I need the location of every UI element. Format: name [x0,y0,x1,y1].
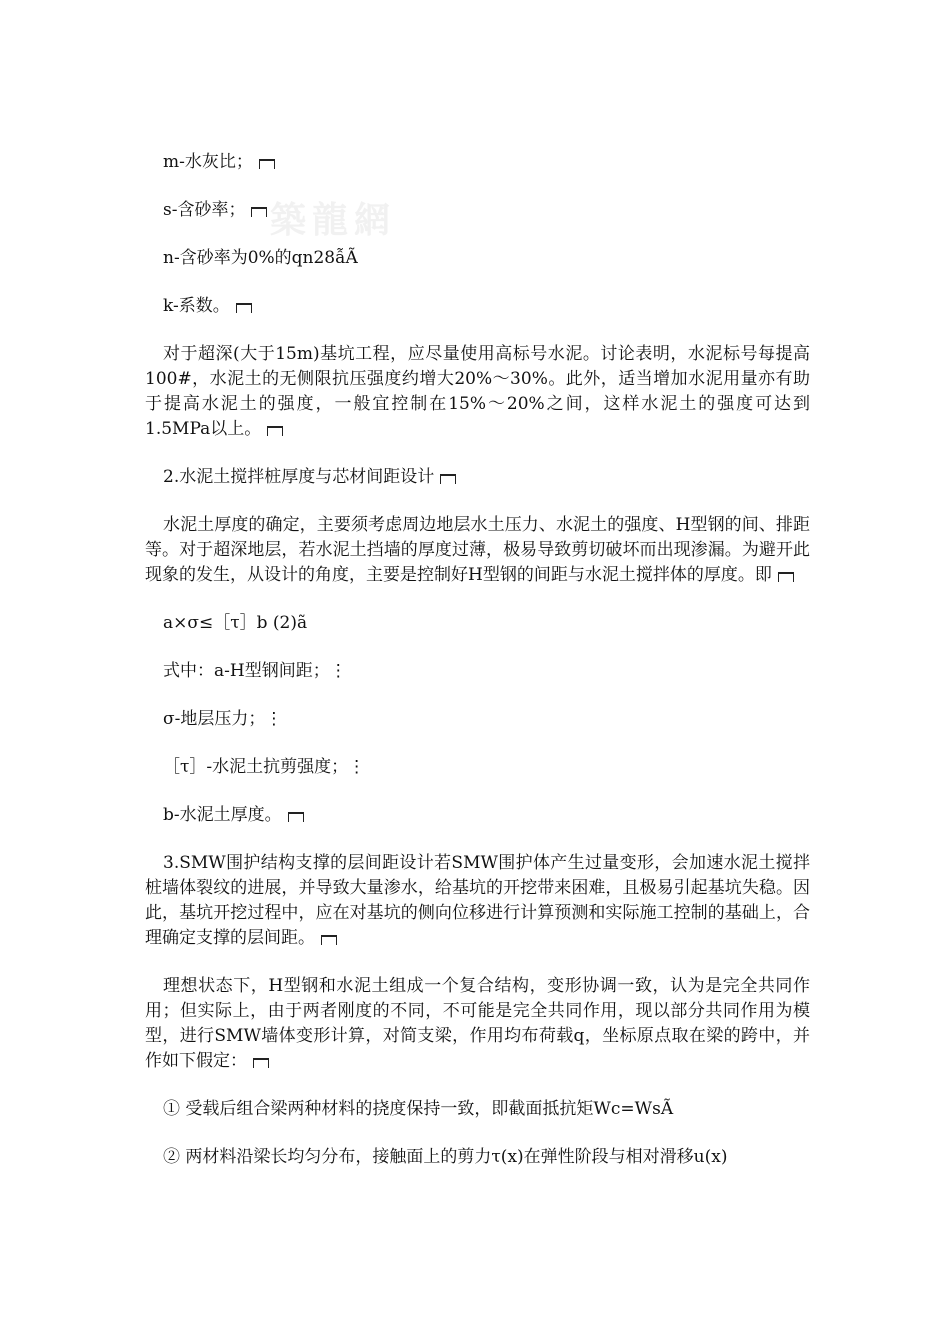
paragraph-b-definition [145,803,810,828]
paragraph-text: 3.SMW围护结构支撑的层间距设计若SMW围护体产生过量变形，会加速水泥土搅拌桩墙体裂纹的进展，并导致大量渗水，给基坑的开挖带来困难，且极易引起基坑失稳。因此，基坑开挖过程中，应在对基坑的侧向位移进行计算预测和实际施工控制的基础上，合理确定支撑的层间距。 [145,853,810,948]
paragraph-text: s-含砂率； [163,200,246,220]
paragraph-mark-icon [267,426,283,436]
paragraph-text: 2.水泥土搅拌桩厚度与芯材间距设计 [163,467,435,487]
paragraph-text: 理想状态下，H型钢和水泥土组成一个复合结构，变形协调一致，认为是完全共同作用；但实际上，由于两者刚度的不同，不可能是完全共同作用，现以部分共同作用为模型，进行SMW墙体变形计算，对简支梁，作用均布荷载q，坐标原点取在梁的跨中，并作如下假定： [145,976,810,1071]
formula-2 [145,611,810,636]
paragraph-mark-icon [778,572,794,582]
paragraph-a-definition [145,659,810,684]
paragraph-text: a×σ≤［τ］b (2)ã [163,613,308,633]
paragraph-mark-icon [321,935,337,945]
paragraph-mark-icon [253,1058,269,1068]
paragraph-mark-icon [288,812,304,822]
paragraph-ideal-state [145,974,810,1074]
paragraph-text: b-水泥土厚度。 [163,805,282,825]
paragraph-tau-definition [145,755,810,780]
watermark: 築龍網 [270,200,397,241]
paragraph-text: ① 受载后组合梁两种材料的挠度保持一致，即截面抵抗矩Wc=WsÃ [163,1099,674,1119]
paragraph-mark-icon [236,303,252,313]
assumption-1 [145,1097,810,1122]
paragraph-k-definition [145,294,810,319]
paragraph-mark-icon [259,159,275,169]
paragraph-n-definition [145,246,810,271]
paragraph-mark-icon [251,207,267,217]
paragraph-mark-icon [440,474,456,484]
document-body [145,150,810,1193]
assumption-2 [145,1145,810,1170]
paragraph-m-definition [145,150,810,175]
paragraph-text: 式中：a-H型钢间距；⋮ [163,661,347,681]
paragraph-text: 对于超深(大于15m)基坑工程，应尽量使用高标号水泥。讨论表明，水泥标号每提高100#，水泥土的无侧限抗压强度约增大20%～30%。此外，适当增加水泥用量亦有助于提高水泥土的强度，一般宜控制在15%～20%之间，这样水泥土的强度可达到1.5MPa以上。 [145,344,810,439]
paragraph-text: σ-地层压力；⋮ [163,709,283,729]
paragraph-text: n-含砂率为0%的qn28ẫÃ [163,248,358,268]
paragraph-sigma-definition [145,707,810,732]
paragraph-s-definition [145,198,810,223]
paragraph-cement-grade [145,342,810,442]
section-heading-2 [145,465,810,490]
paragraph-text: m-水灰比； [163,152,253,172]
paragraph-text: ［τ］-水泥土抗剪强度；⋮ [163,757,366,777]
paragraph-text: k-系数。 [163,296,230,316]
paragraph-text: 水泥土厚度的确定，主要须考虑周边地层水土压力、水泥土的强度、H型钢的间、排距等。对于超深地层，若水泥土挡墙的厚度过薄，极易导致剪切破坏而出现渗漏。为避开此现象的发生，从设计的角度，主要是控制好H型钢的间距与水泥土搅拌体的厚度。即 [145,515,810,585]
section-heading-3 [145,851,810,951]
paragraph-text: ② 两材料沿梁长均匀分布，接触面上的剪力τ(x)在弹性阶段与相对滑移u(x) [163,1147,728,1167]
paragraph-thickness [145,513,810,588]
